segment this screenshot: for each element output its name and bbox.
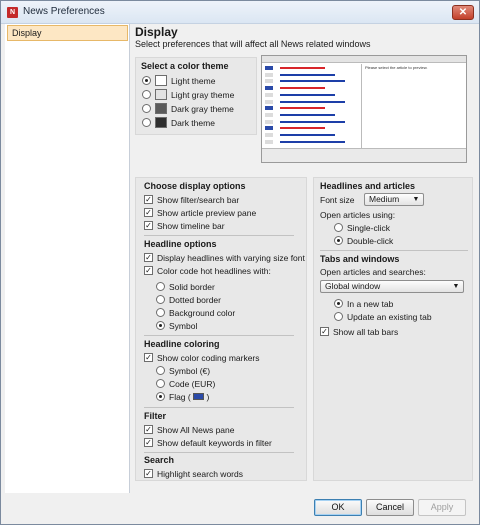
style-background-color-radio[interactable]: Background color	[156, 307, 235, 319]
radio-icon	[156, 379, 165, 388]
single-click-radio[interactable]: Single-click	[334, 222, 390, 234]
divider	[144, 335, 294, 336]
dialog-footer	[2, 493, 478, 523]
checkmark-icon: ✓	[145, 195, 152, 205]
display-options-heading: Choose display options	[144, 181, 246, 191]
divider	[144, 452, 294, 453]
chevron-down-icon: ▼	[412, 196, 420, 203]
sidebar-item-display[interactable]: Display	[7, 25, 128, 41]
theme-option-light[interactable]: Light theme	[142, 75, 215, 87]
radio-icon	[142, 76, 151, 85]
preview-toolbar	[262, 56, 467, 63]
radio-icon	[142, 118, 151, 127]
headline-options-heading: Headline options	[144, 239, 217, 249]
show-all-news-pane-checkbox[interactable]: ✓ Show All News pane	[145, 425, 235, 435]
show-preview-pane-checkbox[interactable]: ✓ Show article preview pane	[145, 208, 257, 218]
preview-marker	[265, 120, 273, 124]
swatch-light-gray	[155, 89, 167, 100]
color-theme-panel	[135, 57, 257, 135]
preview-headline-line	[280, 134, 335, 136]
style-symbol-radio[interactable]: Symbol	[156, 320, 197, 332]
preview-marker	[265, 100, 273, 104]
marker-code-radio[interactable]: Code (EUR)	[156, 378, 215, 390]
theme-option-dark[interactable]: Dark theme	[142, 117, 215, 129]
divider	[320, 250, 468, 251]
display-options-panel	[135, 177, 307, 481]
radio-icon	[142, 104, 151, 113]
show-all-tab-bars-checkbox[interactable]: ✓ Show all tab bars	[321, 327, 399, 337]
preview-headline-line	[280, 74, 335, 76]
preview-timeline	[262, 148, 467, 163]
chevron-down-icon: ▼	[452, 283, 460, 290]
preview-marker	[265, 86, 273, 90]
headline-coloring-heading: Headline coloring	[144, 339, 220, 349]
checkmark-icon: ✓	[145, 266, 152, 276]
theme-option-dark-gray[interactable]: Dark gray theme	[142, 103, 234, 115]
preview-headline-line	[280, 121, 345, 123]
radio-icon	[156, 392, 165, 401]
preview-marker	[265, 126, 273, 130]
checkmark-icon: ✓	[145, 469, 152, 479]
radio-icon	[156, 308, 165, 317]
double-click-radio[interactable]: Double-click	[334, 235, 393, 247]
headlines-articles-heading: Headlines and articles	[320, 181, 416, 191]
show-default-keywords-checkbox[interactable]: ✓ Show default keywords in filter	[145, 438, 272, 448]
font-size-label: Font size	[320, 195, 355, 205]
style-solid-border-radio[interactable]: Solid border	[156, 281, 215, 293]
radio-icon	[334, 312, 343, 321]
page-title: Display	[135, 25, 178, 39]
preview-headline-line	[280, 94, 335, 96]
checkmark-icon: ✓	[145, 425, 152, 435]
highlight-search-words-checkbox[interactable]: ✓ Highlight search words	[145, 469, 243, 479]
window-title: News Preferences	[23, 6, 105, 17]
preview-headline-line	[280, 127, 325, 129]
preview-headline-line	[280, 141, 345, 143]
radio-icon	[156, 321, 165, 330]
apply-button[interactable]: Apply	[418, 499, 466, 516]
radio-icon	[334, 223, 343, 232]
page-subtitle: Select preferences that will affect all News related windows	[135, 39, 371, 49]
divider	[144, 235, 294, 236]
main-content	[131, 24, 477, 493]
preview-marker	[265, 93, 273, 97]
eu-flag-icon	[193, 393, 204, 400]
preview-marker	[265, 113, 273, 117]
sidebar	[5, 24, 130, 493]
radio-icon	[334, 236, 343, 245]
preview-note: Please select the article to preview.	[365, 65, 428, 70]
color-theme-heading: Select a color theme	[141, 61, 229, 71]
open-searches-label: Open articles and searches:	[320, 267, 426, 277]
preview-headline-line	[280, 114, 335, 116]
update-existing-tab-radio[interactable]: Update an existing tab	[334, 311, 432, 323]
marker-symbol-radio[interactable]: Symbol (€)	[156, 365, 210, 377]
title-bar	[1, 1, 479, 24]
filter-heading: Filter	[144, 411, 167, 421]
open-articles-label: Open articles using:	[320, 210, 396, 220]
preview-marker	[265, 66, 273, 70]
search-heading: Search	[144, 455, 175, 465]
checkmark-icon: ✓	[145, 253, 152, 263]
preview-headline-line	[280, 101, 345, 103]
marker-flag-radio[interactable]: Flag ( )	[156, 391, 209, 403]
checkmark-icon: ✓	[145, 438, 152, 448]
ok-button[interactable]: OK	[314, 499, 362, 516]
radio-icon	[334, 299, 343, 308]
preview-marker	[265, 73, 273, 77]
news-app-icon: N	[7, 7, 18, 18]
preview-marker	[265, 140, 273, 144]
checkmark-icon: ✓	[321, 327, 328, 337]
theme-option-light-gray[interactable]: Light gray theme	[142, 89, 234, 101]
theme-preview-thumbnail	[261, 55, 467, 163]
new-tab-radio[interactable]: In a new tab	[334, 298, 393, 310]
preview-headline-line	[280, 80, 345, 82]
swatch-dark	[155, 117, 167, 128]
tabs-windows-heading: Tabs and windows	[320, 254, 400, 264]
open-target-dropdown[interactable]: Global window ▼	[320, 280, 464, 293]
checkmark-icon: ✓	[145, 353, 152, 363]
cancel-button[interactable]: Cancel	[366, 499, 414, 516]
radio-icon	[142, 90, 151, 99]
preview-marker	[265, 106, 273, 110]
swatch-dark-gray	[155, 103, 167, 114]
preview-marker	[265, 133, 273, 137]
preview-headline-line	[280, 67, 325, 69]
radio-icon	[156, 295, 165, 304]
radio-icon	[156, 366, 165, 375]
headlines-articles-panel	[313, 177, 473, 481]
swatch-light	[155, 75, 167, 86]
checkmark-icon: ✓	[145, 208, 152, 218]
close-button[interactable]: ✕	[452, 5, 474, 20]
varying-size-checkbox[interactable]: ✓ Display headlines with varying size font	[145, 253, 305, 263]
show-filter-bar-checkbox[interactable]: ✓ Show filter/search bar	[145, 195, 240, 205]
color-code-checkbox[interactable]: ✓ Color code hot headlines with:	[145, 266, 271, 276]
show-markers-checkbox[interactable]: ✓ Show color coding markers	[145, 353, 260, 363]
divider	[144, 407, 294, 408]
radio-icon	[156, 282, 165, 291]
checkmark-icon: ✓	[145, 221, 152, 231]
show-timeline-checkbox[interactable]: ✓ Show timeline bar	[145, 221, 225, 231]
preview-marker	[265, 79, 273, 83]
preview-headline-line	[280, 87, 325, 89]
style-dotted-border-radio[interactable]: Dotted border	[156, 294, 221, 306]
font-size-dropdown[interactable]: Medium ▼	[364, 193, 424, 206]
preview-headline-line	[280, 107, 325, 109]
